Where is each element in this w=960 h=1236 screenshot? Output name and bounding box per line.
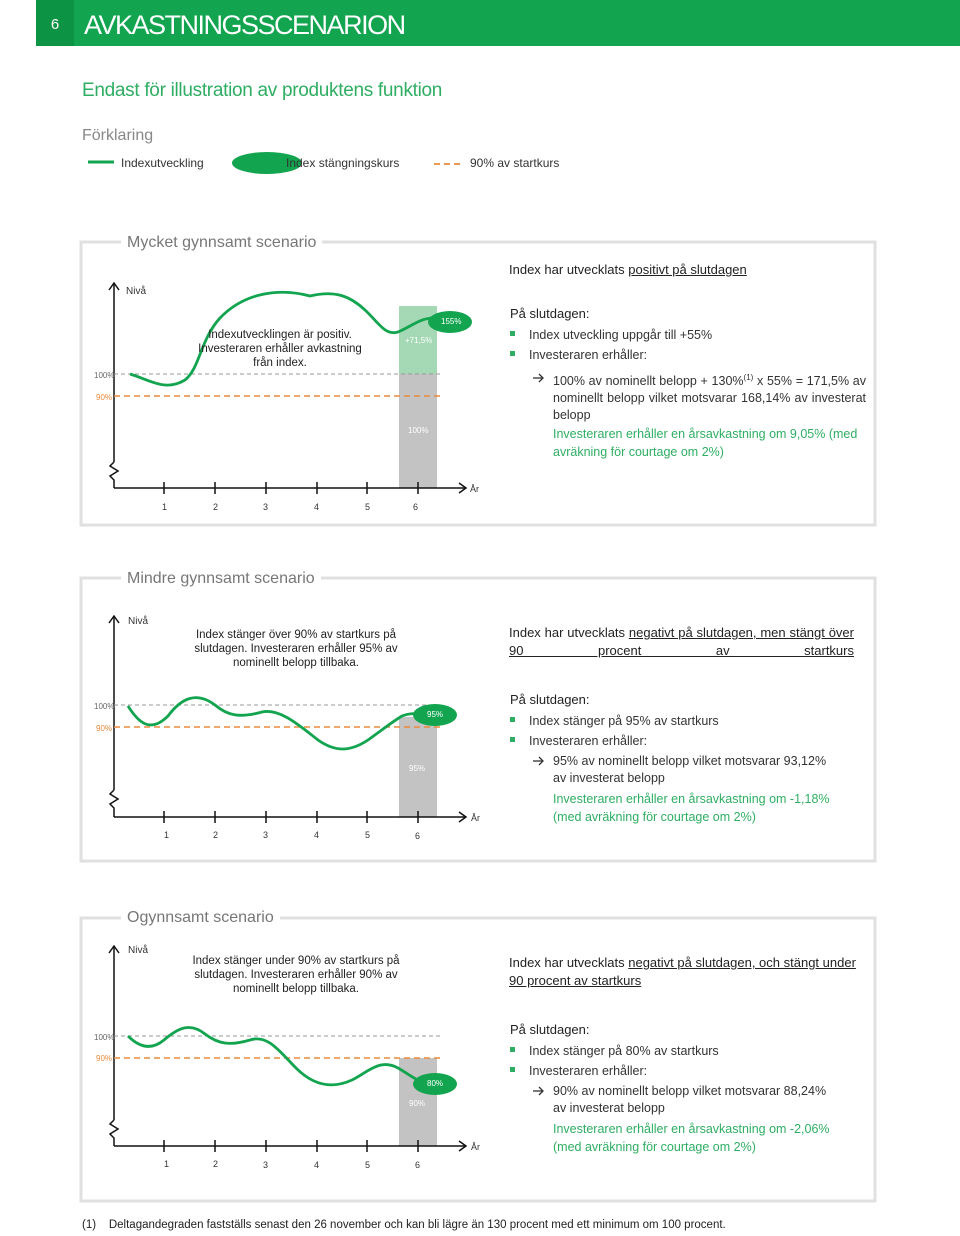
legend-title: Förklaring [82,127,154,144]
page-subtitle: Endast för illustration av produktens funktion [82,80,443,101]
page-number: 6 [36,0,74,46]
legend-item-90: 90% av startkurs [470,156,560,170]
scenario-1-heading: Index har utvecklats positivt på slutdagen [509,262,747,277]
x-tick: 4 [314,1160,320,1170]
x-tick: 3 [263,502,269,512]
x-tick: 5 [365,830,371,840]
result-text: 100% av nominellt belopp + 130%$^{(1)}$ x 55% = 171,5% av nominellt belopp vilket motsvarar 168,14% av investerat belopp [553,373,866,423]
result-text: 90% av nominellt belopp vilket motsvarar 88,24% av investerat belopp [553,1084,827,1115]
scenario-3-title: Ogynnsamt scenario [121,909,280,927]
x-tick: 6 [415,831,421,841]
result-text: 95% av nominellt belopp vilket motsvarar 93,12% av investerat belopp [553,754,827,785]
scenario-2-title: Mindre gynnsamt scenario [121,570,321,588]
x-axis-label: År [470,484,479,494]
annual-return-note: Investeraren erhåller en årsavkastning om -2,06% (med avräkning för courtage om 2%) [553,1122,830,1154]
closing-pill-label: 95% [427,710,444,719]
bullet-item: Index utveckling uppgår till +55% [510,327,712,344]
slutdagen-label: På slutdagen: [510,1022,590,1037]
footnote: (1) Deltagandegraden fastställs senast den 26 november och kan bli lägre än 130 procent med ett minimum om 100 procent. [82,1219,726,1231]
scenario-1-title: Mycket gynnsamt scenario [121,234,322,252]
bar-lower-label: 95% [409,764,426,773]
x-tick: 5 [365,1160,371,1170]
label-100: 100% [94,1033,115,1042]
x-tick: 3 [263,830,269,840]
bar-lower-label: 90% [409,1099,426,1108]
annual-return-note: Investeraren erhåller en årsavkastning om -1,18% (med avräkning för courtage om 2%) [553,792,830,824]
x-axis-label: År [471,1142,480,1152]
legend-item-closing: Index stängningskurs [286,156,400,170]
niva-label: Nivå [126,286,147,297]
bullet-item: Investeraren erhåller: [510,1063,647,1080]
label-90: 90% [96,1054,113,1063]
chart-note: Index stänger över 90% av startkurs på slutdagen. Investeraren erhåller 95% av nominellt belopp tillbaka. [194,629,398,669]
label-100: 100% [94,371,115,380]
bullet-item: Index stänger på 80% av startkurs [510,1043,719,1060]
x-tick: 2 [213,502,219,512]
x-tick: 5 [365,502,371,512]
bullet-item: Investeraren erhåller: [510,347,647,364]
scenario-3-heading: Index har utvecklats negativt på slutdagen, och stängt under 90 procent av startkurs [509,955,856,988]
slutdagen-label: På slutdagen: [510,692,590,707]
niva-label: Nivå [128,616,149,627]
x-axis-label: År [471,813,480,823]
bar-lower-label: 100% [408,426,429,435]
x-tick: 6 [415,1160,421,1170]
x-tick: 1 [164,1159,170,1169]
bullet-item: Index stänger på 95% av startkurs [510,713,719,730]
chart-note: Indexutvecklingen är positiv. Investeraren erhåller avkastning från index. [198,329,362,369]
bullet-item: Investeraren erhåller: [510,733,647,750]
closing-pill-label: 155% [441,317,462,326]
page-title: AVKASTNINGSSCENARION [84,10,405,40]
legend-item-index-line: Indexutveckling [121,156,204,170]
axis-break [110,1120,118,1146]
axis-break [110,790,118,817]
chart-note: Index stänger under 90% av startkurs på slutdagen. Investeraren erhåller 90% av nominellt belopp tillbaka. [192,955,400,995]
slutdagen-label: På slutdagen: [510,306,590,321]
scenario-2-heading: Index har utvecklats negativt på slutdagen, men stängt över 90 procent av startkurs [509,625,854,658]
axis-break [110,462,118,488]
label-90: 90% [96,393,113,402]
label-90: 90% [96,724,113,733]
bar-upper-label: +71,5% [405,336,433,345]
x-tick: 4 [314,830,320,840]
x-tick: 2 [213,1159,219,1169]
x-tick: 6 [413,502,419,512]
scenario-1-chart [109,283,472,494]
x-tick: 3 [263,1160,269,1170]
closing-pill-label: 80% [427,1079,444,1088]
x-tick: 1 [164,830,170,840]
niva-label: Nivå [128,945,149,956]
x-tick: 2 [213,830,219,840]
label-100: 100% [94,702,115,711]
x-tick: 1 [162,502,168,512]
annual-return-note: Investeraren erhåller en årsavkastning om 9,05% (med avräkning för courtage om 2%) [553,427,858,459]
x-tick: 4 [314,502,320,512]
